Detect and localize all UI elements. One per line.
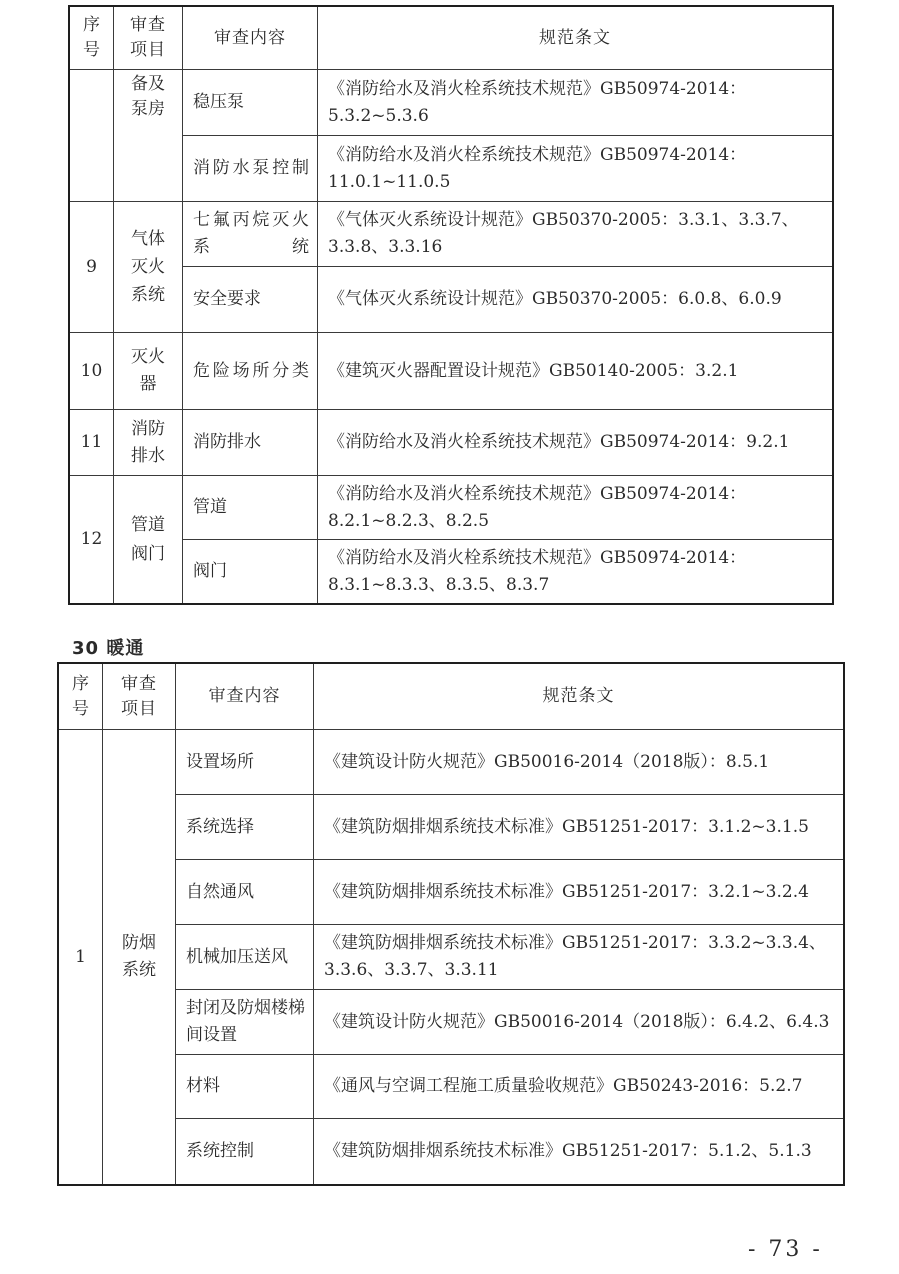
content-cell: 管道 [183, 476, 318, 540]
table-row [70, 540, 833, 604]
table-row [70, 333, 833, 410]
spec-cell: 《建筑防烟排烟系统技术标准》GB51251-2017：5.1.2、5.1.3 [314, 1119, 844, 1185]
table-header-row [70, 7, 833, 70]
item-cell: 气体灭火系统 [114, 202, 183, 333]
spec-cell: 《建筑设计防火规范》GB50016-2014（2018版）：6.4.2、6.4.3 [314, 990, 844, 1055]
table-row [59, 990, 844, 1055]
header-seq: 序号 [70, 7, 114, 70]
header-spec: 规范条文 [318, 7, 833, 70]
content-cell: 材料 [176, 1055, 314, 1119]
spec-cell: 《通风与空调工程施工质量验收规范》GB50243-2016：5.2.7 [314, 1055, 844, 1119]
seq-cell: 10 [70, 333, 114, 410]
item-cell: 消防排水 [114, 410, 183, 476]
table-row [59, 730, 844, 795]
spec-cell: 《建筑防烟排烟系统技术标准》GB51251-2017：3.2.1~3.2.4 [314, 860, 844, 925]
table-row [59, 925, 844, 990]
content-cell: 稳压泵 [183, 70, 318, 136]
table-row [59, 1119, 844, 1185]
seq-cell: 11 [70, 410, 114, 476]
table-row [59, 860, 844, 925]
spec-cell: 《气体灭火系统设计规范》GB50370-2005：6.0.8、6.0.9 [318, 267, 833, 333]
table-row [70, 70, 833, 136]
spec-cell: 《气体灭火系统设计规范》GB50370-2005：3.3.1、3.3.7、3.3.8、3.3.16 [318, 202, 833, 267]
header-item: 审查项目 [114, 7, 183, 70]
spec-table-hvac [58, 663, 844, 1185]
spec-cell: 《消防给水及消火栓系统技术规范》GB50974-2014：8.3.1~8.3.3、8.3.5、8.3.7 [318, 540, 833, 604]
spec-cell: 《消防给水及消火栓系统技术规范》GB50974-2014：11.0.1~11.0.5 [318, 136, 833, 202]
item-cell: 管道阀门 [114, 476, 183, 604]
content-cell: 系统控制 [176, 1119, 314, 1185]
content-cell: 消防水泵控制 [183, 136, 318, 202]
spec-cell: 《消防给水及消火栓系统技术规范》GB50974-2014：9.2.1 [318, 410, 833, 476]
seq-cell: 9 [70, 202, 114, 333]
table-row [59, 795, 844, 860]
content-cell: 危险场所分类 [183, 333, 318, 410]
item-cell: 防烟系统 [103, 730, 176, 1185]
item-cell: 灭火器 [114, 333, 183, 410]
spec-cell: 《建筑防烟排烟系统技术标准》GB51251-2017：3.3.2~3.3.4、3.3.6、3.3.7、3.3.11 [314, 925, 844, 990]
content-cell: 阀门 [183, 540, 318, 604]
content-cell: 封闭及防烟楼梯间设置 [176, 990, 314, 1055]
seq-cell: 1 [59, 730, 103, 1185]
spec-cell: 《建筑设计防火规范》GB50016-2014（2018版）：8.5.1 [314, 730, 844, 795]
header-seq: 序号 [59, 664, 103, 730]
spec-cell: 《消防给水及消火栓系统技术规范》GB50974-2014：5.3.2~5.3.6 [318, 70, 833, 136]
content-cell: 消防排水 [183, 410, 318, 476]
content-cell: 机械加压送风 [176, 925, 314, 990]
table-row [70, 476, 833, 540]
spec-cell: 《消防给水及消火栓系统技术规范》GB50974-2014：8.2.1~8.2.3、8.2.5 [318, 476, 833, 540]
table-row [70, 202, 833, 267]
header-content: 审查内容 [183, 7, 318, 70]
spec-table-fire-protection [69, 6, 833, 604]
content-cell: 系统选择 [176, 795, 314, 860]
header-content: 审查内容 [176, 664, 314, 730]
item-cell: 备及泵房 [114, 70, 183, 202]
content-cell: 设置场所 [176, 730, 314, 795]
header-item: 审查项目 [103, 664, 176, 730]
section-title: 30 暖通 [72, 638, 145, 659]
page-number: - 73 - [748, 1237, 823, 1262]
header-spec: 规范条文 [314, 664, 844, 730]
table-row [59, 1055, 844, 1119]
seq-cell: 12 [70, 476, 114, 604]
seq-cell [70, 70, 114, 202]
table-row [70, 267, 833, 333]
table-row [70, 410, 833, 476]
content-cell: 自然通风 [176, 860, 314, 925]
content-cell: 七氟丙烷灭火系统 [183, 202, 318, 267]
table-row [70, 136, 833, 202]
table-header-row [59, 664, 844, 730]
spec-cell: 《建筑防烟排烟系统技术标准》GB51251-2017：3.1.2~3.1.5 [314, 795, 844, 860]
spec-cell: 《建筑灭火器配置设计规范》GB50140-2005：3.2.1 [318, 333, 833, 410]
content-cell: 安全要求 [183, 267, 318, 333]
